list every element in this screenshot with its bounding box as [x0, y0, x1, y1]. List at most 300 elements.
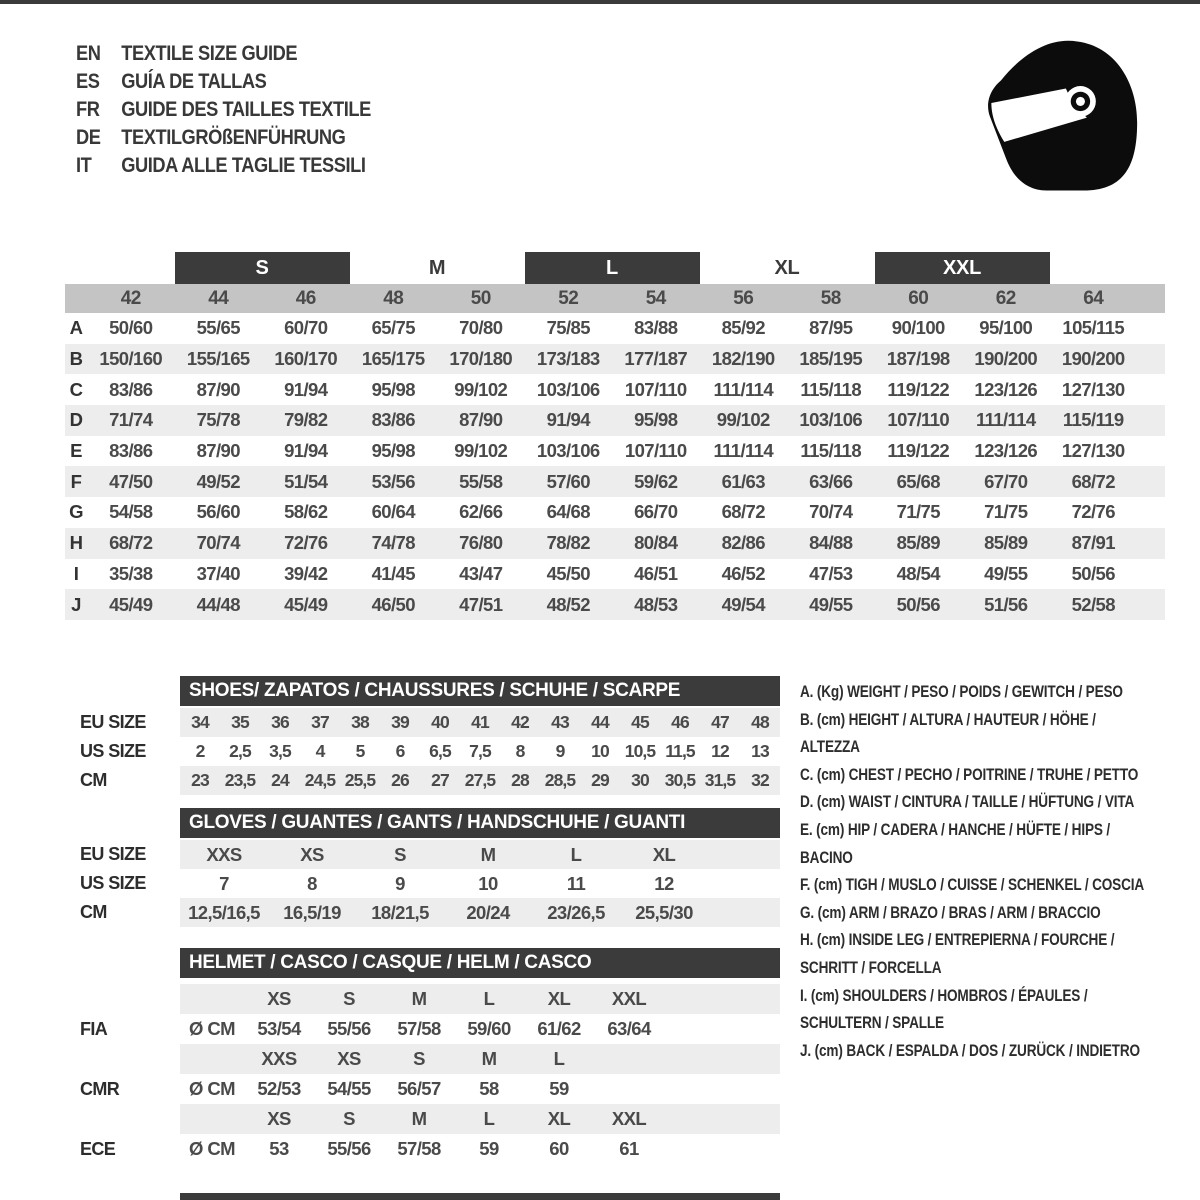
helmet-ece-value: 55/56: [327, 1138, 371, 1159]
gloves-row-1: [65, 840, 780, 869]
size-value: 119/122: [887, 378, 950, 400]
helmet-fia-values-row: [65, 1014, 780, 1044]
size-value: 49/55: [809, 593, 853, 615]
size-value: 91/94: [546, 409, 590, 431]
size-value: 72/76: [1071, 501, 1115, 523]
gloves-value: S: [394, 843, 406, 865]
shoes-value: 13: [751, 741, 769, 761]
shoes-value: 34: [191, 712, 209, 732]
legend-item-a: A. (Kg) WEIGHT / PESO / POIDS / GEWITCH / PESO: [800, 682, 1123, 701]
size-value: 76/80: [459, 532, 503, 554]
size-value: 47/53: [809, 562, 853, 584]
size-column-48: 48: [383, 287, 404, 309]
language-code: DE: [76, 126, 101, 149]
row-letter: F: [70, 470, 82, 492]
size-value: 65/68: [896, 470, 940, 492]
size-group-s: S: [175, 252, 350, 284]
size-column-44: 44: [208, 287, 229, 309]
helmet-cmr-value: 52/53: [257, 1078, 301, 1099]
helmet-fia-sizes-row: [65, 984, 780, 1014]
helmet-cmr-sizes-row: [65, 1044, 780, 1074]
helmet-fia-size-label: M: [411, 988, 427, 1009]
helmet-cmr-values-row: [65, 1074, 780, 1104]
shoes-value: 31,5: [704, 770, 736, 790]
helmet-fia-size-label: XL: [547, 988, 571, 1009]
row-letter: J: [71, 593, 81, 615]
gloves-value: 9: [395, 872, 405, 894]
row-letter: E: [70, 440, 82, 462]
measurement-legend: [800, 678, 1156, 1064]
size-group-row: [65, 252, 1165, 284]
legend-item-c: C. (cm) CHEST / PECHO / POITRINE / TRUHE / PETTO: [800, 764, 1139, 784]
helmet-ece-size-label: XL: [547, 1108, 571, 1129]
gloves-value: 12,5/16,5: [188, 901, 260, 923]
size-value: 187/198: [886, 348, 950, 370]
size-value: 75/85: [546, 317, 590, 339]
shoes-value: 2: [195, 741, 205, 761]
size-value: 103/106: [536, 440, 600, 462]
size-column-62: 62: [995, 287, 1016, 309]
size-value: 55/65: [196, 317, 240, 339]
size-value: 51/54: [284, 470, 328, 492]
gloves-row-values: [180, 869, 780, 898]
size-value: 87/91: [1071, 532, 1115, 554]
size-value: 51/56: [984, 593, 1028, 615]
size-value: 61/63: [721, 470, 765, 492]
size-value: 48/53: [634, 593, 678, 615]
shoes-value: 30: [631, 770, 649, 790]
gloves-row-2: [65, 869, 780, 898]
helmet-size-table: [65, 948, 780, 1164]
shoes-value: 39: [391, 712, 409, 732]
size-value: 160/170: [274, 348, 338, 370]
shoes-size-table: [65, 676, 780, 795]
shoes-value: 23: [191, 770, 209, 790]
size-value: 87/90: [196, 440, 240, 462]
size-value: 68/72: [721, 501, 765, 523]
shoes-row-values: [180, 708, 780, 737]
language-row-de: [76, 124, 371, 152]
size-value: 50/56: [1071, 562, 1115, 584]
guide-title-de: TEXTILGRÖßENFÜHRUNG: [121, 126, 346, 149]
shoes-value: 44: [591, 712, 609, 732]
size-value: 63/66: [809, 470, 853, 492]
size-value: 46/52: [721, 562, 765, 584]
helmet-fia-value: 59/60: [467, 1018, 511, 1039]
shoes-row-label: CM: [80, 770, 107, 790]
shoes-value: 28: [511, 770, 529, 790]
shoes-value: 5: [355, 741, 365, 761]
size-value: 75/78: [196, 409, 240, 431]
size-value: 64/68: [546, 501, 590, 523]
size-column-56: 56: [733, 287, 754, 309]
helmet-fia-value: 57/58: [397, 1018, 441, 1039]
size-value: 49/52: [196, 470, 240, 492]
size-column-54: 54: [645, 287, 666, 309]
gloves-value: 25,5/30: [635, 901, 693, 923]
size-value: 103/106: [799, 409, 863, 431]
language-code: ES: [76, 70, 100, 93]
helmet-fia-value: 61/62: [537, 1018, 581, 1039]
gloves-row-values: [180, 840, 780, 869]
gloves-table-title: GLOVES / GUANTES / GANTS / HANDSCHUHE / GUANTI: [180, 808, 780, 838]
helmet-cmr-size-label: XXS: [261, 1048, 297, 1069]
size-group-xl: XL: [774, 256, 800, 279]
size-value: 79/82: [284, 409, 328, 431]
size-value: 107/110: [624, 378, 687, 400]
shoes-value: 26: [391, 770, 409, 790]
size-value: 90/100: [891, 317, 945, 339]
helmet-ece-size-label: S: [343, 1108, 355, 1129]
size-value: 57/60: [546, 470, 590, 492]
size-value: 49/54: [721, 593, 765, 615]
legend-item-b: B. (cm) HEIGHT / ALTURA / HAUTEUR / HÖHE / ALTEZZA: [800, 709, 1096, 757]
measure-row-c: [65, 374, 1165, 405]
helmet-unit-spacer: [180, 1104, 244, 1134]
size-value: 71/74: [109, 409, 153, 431]
size-column-60: 60: [908, 287, 929, 309]
shoes-value: 48: [751, 712, 769, 732]
size-value: 53/56: [371, 470, 415, 492]
legend-item-g: G. (cm) ARM / BRAZO / BRAS / ARM / BRACCIO: [800, 902, 1101, 922]
helmet-ece-size-label: XS: [267, 1108, 291, 1129]
size-value: 47/51: [459, 593, 503, 615]
gloves-value: L: [570, 843, 582, 865]
shoes-table-title: SHOES/ ZAPATOS / CHAUSSURES / SCHUHE / SCARPE: [180, 676, 780, 706]
size-value: 115/118: [800, 440, 862, 462]
legend-item-j: J. (cm) BACK / ESPALDA / DOS / ZURÜCK / INDIETRO: [800, 1040, 1140, 1060]
language-code: EN: [76, 42, 101, 65]
size-value: 99/102: [716, 409, 770, 431]
size-column-64: 64: [1083, 287, 1104, 309]
helmet-ece-sizes-row: [65, 1104, 780, 1134]
size-value: 165/175: [361, 348, 425, 370]
size-value: 83/86: [371, 409, 415, 431]
size-value: 115/119: [1062, 409, 1124, 431]
shoes-table-rows: [65, 708, 780, 795]
size-value: 111/114: [713, 440, 774, 462]
gloves-value: M: [480, 843, 496, 865]
size-value: 91/94: [284, 440, 328, 462]
size-value: 150/160: [99, 348, 163, 370]
gloves-table-rows: [65, 840, 780, 927]
size-value: 47/50: [109, 470, 153, 492]
textile-size-table: [65, 252, 1165, 620]
size-value: 177/187: [624, 348, 688, 370]
size-value: 45/49: [109, 593, 153, 615]
size-value: 52/58: [1071, 593, 1115, 615]
shoes-row-values: [180, 766, 780, 795]
size-column-50: 50: [470, 287, 491, 309]
shoes-value: 23,5: [224, 770, 256, 790]
helmet-unit-label: Ø CM: [189, 1018, 235, 1039]
row-letter: A: [69, 317, 83, 339]
gloves-value: 16,5/19: [283, 901, 341, 923]
shoes-value: 10: [591, 741, 609, 761]
row-letter: C: [69, 378, 83, 400]
size-value: 35/38: [109, 562, 153, 584]
legend-item-f: F. (cm) TIGH / MUSLO / CUISSE / SCHENKEL / COSCIA: [800, 875, 1145, 895]
helmet-fia-size-label: S: [343, 988, 355, 1009]
shoes-value: 35: [231, 712, 249, 732]
helmet-fia-size-label: XXL: [611, 988, 647, 1009]
helmet-cmr-size-label: M: [481, 1048, 497, 1069]
measure-row-e: [65, 436, 1165, 467]
size-value: 48/52: [546, 593, 590, 615]
size-value: 190/200: [1061, 348, 1125, 370]
helmet-ece-size-label: M: [411, 1108, 427, 1129]
size-value: 85/89: [984, 532, 1028, 554]
size-value: 83/88: [634, 317, 678, 339]
measure-row-f: [65, 466, 1165, 497]
shoes-value: 4: [315, 741, 325, 761]
helmet-table-title: HELMET / CASCO / CASQUE / HELM / CASCO: [180, 948, 780, 978]
size-value: 170/180: [449, 348, 513, 370]
size-column-42: 42: [120, 287, 141, 309]
size-value: 46/51: [634, 562, 678, 584]
shoes-value: 32: [751, 770, 769, 790]
shoes-row-2: [65, 737, 780, 766]
gloves-value: 20/24: [466, 901, 510, 923]
shoes-row-label: US SIZE: [80, 741, 146, 761]
guide-title-fr: GUIDE DES TAILLES TEXTILE: [121, 98, 371, 121]
shoes-value: 2,5: [229, 741, 251, 761]
size-value: 87/90: [459, 409, 503, 431]
size-value: 58/62: [284, 501, 328, 523]
helmet-fia-size-label: XS: [267, 988, 291, 1009]
row-letter: H: [69, 532, 83, 554]
shoes-value: 9: [555, 741, 565, 761]
gloves-value: 12: [654, 872, 674, 894]
size-value: 111/114: [713, 378, 774, 400]
size-value: 105/115: [1062, 317, 1125, 339]
shoes-row-label: EU SIZE: [80, 712, 146, 732]
size-value: 87/95: [809, 317, 853, 339]
shoes-value: 11,5: [665, 741, 695, 761]
language-title-block: [76, 40, 371, 180]
racing-helmet-icon: [980, 34, 1142, 198]
gloves-value: 8: [307, 872, 317, 894]
size-value: 70/74: [809, 501, 853, 523]
gloves-row-label: CM: [80, 902, 107, 922]
size-value: 91/94: [284, 378, 328, 400]
language-code: IT: [76, 154, 92, 177]
helmet-fia-size-label: L: [483, 988, 495, 1009]
size-value: 95/98: [371, 440, 415, 462]
size-value: 115/118: [800, 378, 862, 400]
gloves-value: 7: [219, 872, 229, 894]
measure-row-d: [65, 405, 1165, 436]
helmet-fia-standard-label: FIA: [80, 1018, 108, 1039]
size-value: 182/190: [711, 348, 775, 370]
helmet-ece-value: 53: [269, 1138, 289, 1159]
shoes-value: 24: [271, 770, 289, 790]
measure-row-g: [65, 497, 1165, 528]
legend-item-e: E. (cm) HIP / CADERA / HANCHE / HÜFTE / HIPS / BACINO: [800, 819, 1111, 867]
size-number-band: [65, 284, 1165, 313]
helmet-fia-sizes: [180, 984, 780, 1014]
shoes-value: 6: [395, 741, 405, 761]
helmet-cmr-value: 58: [479, 1078, 499, 1099]
size-value: 66/70: [634, 501, 678, 523]
size-value: 173/183: [536, 348, 600, 370]
helmet-fia-values: [180, 1014, 780, 1044]
helmet-ece-values: [180, 1134, 780, 1164]
size-value: 65/75: [371, 317, 415, 339]
legend-item-d: D. (cm) WAIST / CINTURA / TAILLE / HÜFTUNG / VITA: [800, 792, 1135, 812]
size-value: 39/42: [284, 562, 328, 584]
size-value: 62/66: [459, 501, 503, 523]
measure-row-j: [65, 589, 1165, 620]
shoes-value: 3,5: [269, 741, 291, 761]
shoes-row-1: [65, 708, 780, 737]
gloves-row-3: [65, 898, 780, 927]
helmet-cmr-value: 54/55: [327, 1078, 371, 1099]
row-letter: I: [73, 562, 79, 584]
measure-row-a: [65, 313, 1165, 344]
size-value: 95/98: [634, 409, 678, 431]
helmet-ece-value: 57/58: [397, 1138, 441, 1159]
helmet-ece-size-label: XXL: [611, 1108, 647, 1129]
size-value: 185/195: [799, 348, 863, 370]
size-column-52: 52: [558, 287, 579, 309]
size-value: 41/45: [371, 562, 415, 584]
language-row-en: [76, 40, 371, 68]
size-value: 60/64: [371, 501, 415, 523]
size-value: 123/126: [974, 440, 1038, 462]
size-value: 68/72: [1071, 470, 1115, 492]
size-value: 50/60: [109, 317, 153, 339]
language-row-fr: [76, 96, 371, 124]
size-value: 70/74: [196, 532, 240, 554]
shoes-value: 8: [515, 741, 525, 761]
size-value: 49/55: [984, 562, 1028, 584]
helmet-cmr-size-label: S: [413, 1048, 425, 1069]
size-group-xxl: XXL: [875, 252, 1050, 284]
measure-row-i: [65, 559, 1165, 590]
size-value: 59/62: [634, 470, 678, 492]
shoes-value: 36: [271, 712, 289, 732]
size-value: 55/58: [459, 470, 503, 492]
size-value: 95/100: [979, 317, 1033, 339]
size-value: 56/60: [196, 501, 240, 523]
size-value: 83/86: [109, 440, 153, 462]
shoes-value: 45: [631, 712, 649, 732]
helmet-cmr-size-label: XS: [337, 1048, 361, 1069]
helmet-unit-spacer: [180, 1044, 244, 1074]
size-value: 80/84: [634, 532, 678, 554]
size-value: 127/130: [1061, 440, 1125, 462]
language-row-es: [76, 68, 371, 96]
bottom-cropped-bar: [180, 1193, 780, 1200]
size-value: 72/76: [284, 532, 328, 554]
shoes-row-values: [180, 737, 780, 766]
size-value: 50/56: [896, 593, 940, 615]
guide-title-it: GUIDA ALLE TAGLIE TESSILI: [121, 154, 366, 177]
size-value: 111/114: [975, 409, 1036, 431]
size-column-58: 58: [820, 287, 841, 309]
size-group-m: M: [428, 256, 446, 279]
helmet-ece-value: 61: [619, 1138, 639, 1159]
size-value: 84/88: [809, 532, 853, 554]
row-letter: D: [69, 409, 83, 431]
size-value: 85/89: [896, 532, 940, 554]
helmet-fia-sizes-spacer: [65, 984, 180, 1014]
row-letter: B: [69, 348, 83, 370]
gloves-size-table: [65, 808, 780, 927]
helmet-cmr-standard-label: CMR: [80, 1078, 120, 1099]
size-value: 78/82: [546, 532, 590, 554]
shoes-value: 12: [711, 741, 729, 761]
helmet-unit-label: Ø CM: [189, 1078, 235, 1099]
helmet-cmr-sizes-spacer: [65, 1044, 180, 1074]
shoes-value: 47: [711, 712, 729, 732]
helmet-unit-spacer: [180, 984, 244, 1014]
helmet-cmr-value: 59: [549, 1078, 569, 1099]
helmet-cmr-sizes: [180, 1044, 780, 1074]
size-value: 107/110: [887, 409, 950, 431]
helmet-fia-value: 55/56: [327, 1018, 371, 1039]
shoes-value: 10,5: [624, 741, 656, 761]
size-group-l: L: [525, 252, 700, 284]
gloves-value: XS: [300, 843, 324, 865]
gloves-row-label: EU SIZE: [80, 844, 146, 864]
helmet-table-rows: [65, 984, 780, 1164]
size-value: 45/50: [546, 562, 590, 584]
shoes-value: 7,5: [469, 741, 491, 761]
size-value: 123/126: [974, 378, 1038, 400]
size-value: 85/92: [721, 317, 765, 339]
size-value: 37/40: [196, 562, 240, 584]
top-border-line: [0, 0, 1200, 4]
helmet-cmr-size-label: L: [553, 1048, 565, 1069]
guide-title-en: TEXTILE SIZE GUIDE: [121, 42, 298, 65]
shoes-value: 30,5: [664, 770, 696, 790]
size-value: 99/102: [454, 440, 508, 462]
shoes-value: 46: [671, 712, 689, 732]
gloves-row-values: [180, 898, 780, 927]
shoes-value: 38: [351, 712, 369, 732]
language-row-it: [76, 152, 371, 180]
size-value: 43/47: [459, 562, 503, 584]
size-value: 99/102: [454, 378, 508, 400]
size-value: 54/58: [109, 501, 153, 523]
helmet-ece-standard-label: ECE: [80, 1138, 116, 1159]
size-value: 87/90: [196, 378, 240, 400]
shoes-value: 6,5: [429, 741, 451, 761]
legend-item-h: H. (cm) INSIDE LEG / ENTREPIERNA / FOURCHE / SCHRITT / FORCELLA: [800, 930, 1115, 977]
size-value: 71/75: [896, 501, 940, 523]
size-value: 119/122: [887, 440, 950, 462]
size-value: 71/75: [984, 501, 1028, 523]
gloves-value: 18/21,5: [371, 901, 429, 923]
measure-row-h: [65, 528, 1165, 559]
size-value: 83/86: [109, 378, 153, 400]
measure-row-b: [65, 344, 1165, 375]
size-value: 67/70: [984, 470, 1028, 492]
helmet-ece-value: 60: [549, 1138, 569, 1159]
gloves-value: 10: [478, 872, 498, 894]
size-value: 70/80: [459, 317, 503, 339]
shoes-value: 37: [311, 712, 329, 732]
helmet-ece-value: 59: [479, 1138, 499, 1159]
size-value: 82/86: [721, 532, 765, 554]
shoes-value: 28,5: [544, 770, 576, 790]
size-value: 74/78: [371, 532, 415, 554]
helmet-ece-sizes: [180, 1104, 780, 1134]
band-corner: [65, 284, 87, 313]
size-value: 155/165: [186, 348, 250, 370]
